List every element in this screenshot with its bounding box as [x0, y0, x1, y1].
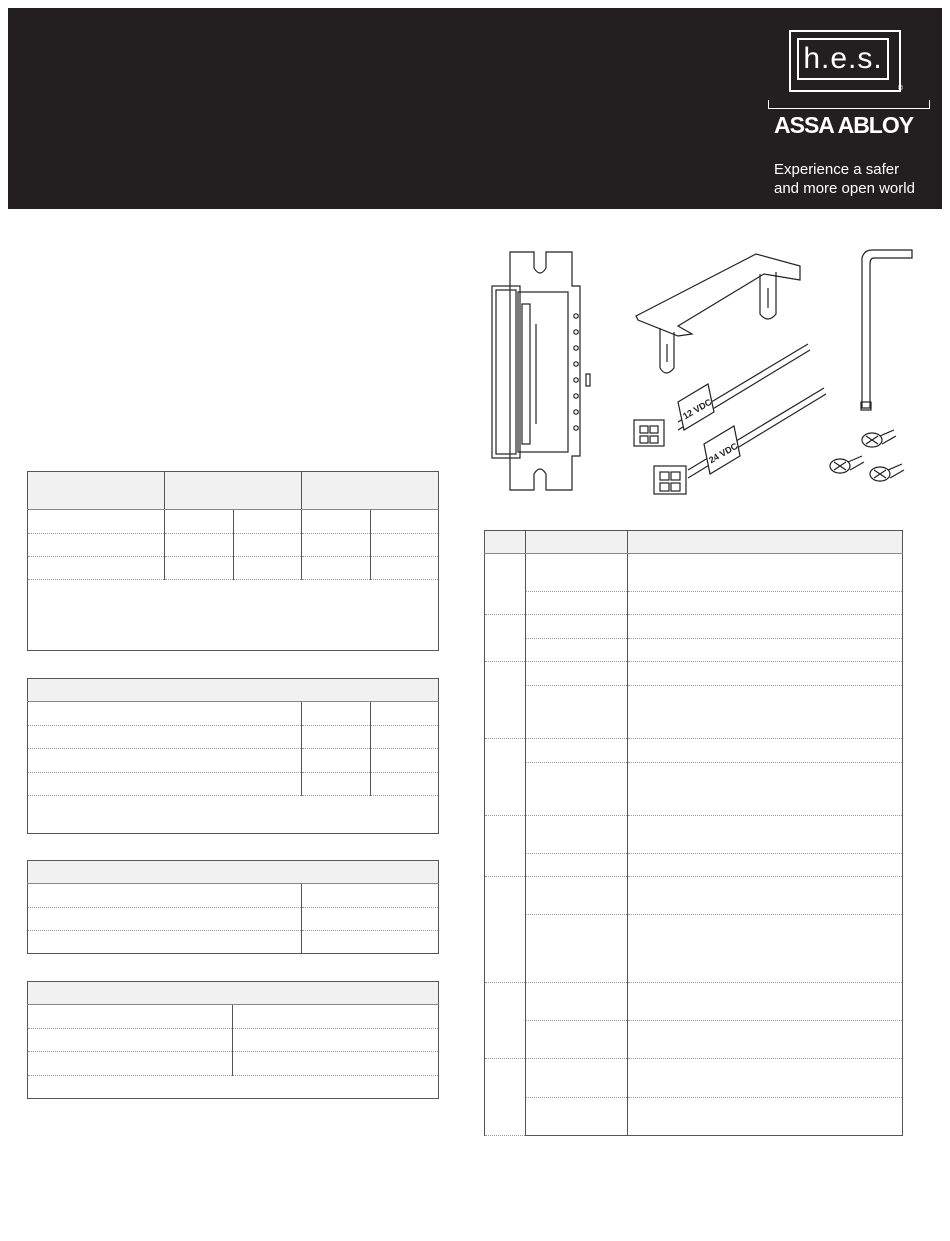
t2-cell	[371, 726, 439, 749]
opt-cell	[628, 854, 903, 877]
opt-cell	[526, 639, 628, 662]
logo-underline	[768, 100, 930, 109]
opt-cell	[526, 1021, 628, 1059]
registered-mark: ®	[897, 85, 903, 92]
t1-head-cell	[165, 472, 302, 510]
opt-group-cell	[485, 739, 526, 816]
t1-head-cell	[302, 472, 439, 510]
product-illustration	[478, 244, 918, 500]
opt-cell	[526, 1098, 628, 1136]
opt-cell	[628, 662, 903, 686]
t4-head-cell	[28, 982, 439, 1005]
t1-notes	[28, 580, 439, 651]
t2-cell	[371, 773, 439, 796]
t1-cell	[302, 534, 371, 557]
t1-cell	[28, 557, 165, 580]
t2-cell	[371, 702, 439, 726]
t2-notes	[28, 796, 439, 834]
t2-cell	[302, 773, 371, 796]
t2-cell	[302, 702, 371, 726]
t1-cell	[165, 534, 234, 557]
opt-cell	[526, 854, 628, 877]
t3-cell	[28, 931, 302, 954]
t4-cell	[233, 1052, 439, 1076]
t1-cell	[371, 510, 439, 534]
t1-cell	[302, 557, 371, 580]
opt-cell	[526, 877, 628, 915]
opt-group-cell	[485, 877, 526, 983]
opt-group-cell	[485, 554, 526, 615]
opt-cell	[526, 763, 628, 816]
opt-cell	[628, 592, 903, 615]
screws-drawing	[830, 430, 904, 481]
t4-cell	[28, 1005, 233, 1029]
electric-strike-drawing	[492, 252, 590, 490]
opt-cell	[628, 877, 903, 915]
t1-cell	[165, 510, 234, 534]
opt-cell	[628, 686, 903, 739]
hes-logo	[789, 30, 901, 92]
opt-cell	[526, 816, 628, 854]
t4-cell	[233, 1005, 439, 1029]
label-12vdc: 12 VDC	[681, 396, 714, 422]
t1-cell	[302, 510, 371, 534]
opt-head-cell	[485, 531, 526, 554]
opt-cell	[628, 763, 903, 816]
t2-cell	[28, 749, 302, 773]
opt-cell	[526, 592, 628, 615]
hex-key-drawing	[861, 250, 912, 410]
t1-head-cell	[28, 472, 165, 510]
t4-cell	[28, 1029, 233, 1052]
t2-cell	[302, 749, 371, 773]
t4-cell	[28, 1052, 233, 1076]
opt-group-cell	[485, 816, 526, 877]
opt-group-cell	[485, 1059, 526, 1136]
opt-group-cell	[485, 662, 526, 739]
t2-cell	[28, 726, 302, 749]
opt-head-cell	[628, 531, 903, 554]
opt-cell	[526, 615, 628, 639]
logo-text: h.e.s.	[797, 38, 889, 80]
opt-cell	[628, 915, 903, 983]
spec-table-2	[27, 678, 439, 834]
opt-cell	[628, 554, 903, 592]
t1-cell	[234, 534, 302, 557]
opt-cell	[628, 1059, 903, 1098]
t3-cell	[28, 908, 302, 931]
t3-cell	[28, 884, 302, 908]
t4-cell	[233, 1029, 439, 1052]
t2-cell	[371, 749, 439, 773]
t3-head-cell	[28, 861, 439, 884]
t2-head-cell	[28, 679, 439, 702]
tagline-line-2: and more open world	[774, 180, 915, 197]
opt-group-cell	[485, 983, 526, 1059]
t1-cell	[28, 510, 165, 534]
opt-cell	[628, 816, 903, 854]
t1-cell	[371, 557, 439, 580]
opt-cell	[526, 739, 628, 763]
options-table	[484, 530, 903, 1136]
t3-cell	[302, 908, 439, 931]
opt-cell	[628, 1098, 903, 1136]
tagline	[774, 160, 944, 198]
label-24vdc: 24 VDC	[707, 440, 740, 466]
opt-cell	[628, 1021, 903, 1059]
opt-cell	[628, 983, 903, 1021]
spec-table-4	[27, 981, 439, 1099]
header-banner	[8, 8, 942, 209]
opt-cell	[628, 739, 903, 763]
opt-cell	[628, 639, 903, 662]
spec-table-3	[27, 860, 439, 954]
opt-cell	[526, 686, 628, 739]
opt-cell	[526, 915, 628, 983]
opt-cell	[526, 1059, 628, 1098]
t2-cell	[28, 702, 302, 726]
spec-table-1	[27, 471, 439, 651]
opt-cell	[526, 983, 628, 1021]
opt-cell	[526, 554, 628, 592]
t2-cell	[28, 773, 302, 796]
t3-cell	[302, 884, 439, 908]
t3-cell	[302, 931, 439, 954]
opt-head-cell	[526, 531, 628, 554]
tagline-line-1: Experience a safer	[774, 161, 900, 178]
t1-cell	[165, 557, 234, 580]
t1-cell	[234, 557, 302, 580]
t1-cell	[28, 534, 165, 557]
t4-cell	[28, 1076, 439, 1099]
mounting-bracket-drawing	[636, 254, 800, 373]
t1-cell	[371, 534, 439, 557]
t2-cell	[302, 726, 371, 749]
brand-name: ASSA ABLOY	[774, 112, 914, 138]
opt-group-cell	[485, 615, 526, 662]
opt-cell	[526, 662, 628, 686]
t1-cell	[234, 510, 302, 534]
opt-cell	[628, 615, 903, 639]
